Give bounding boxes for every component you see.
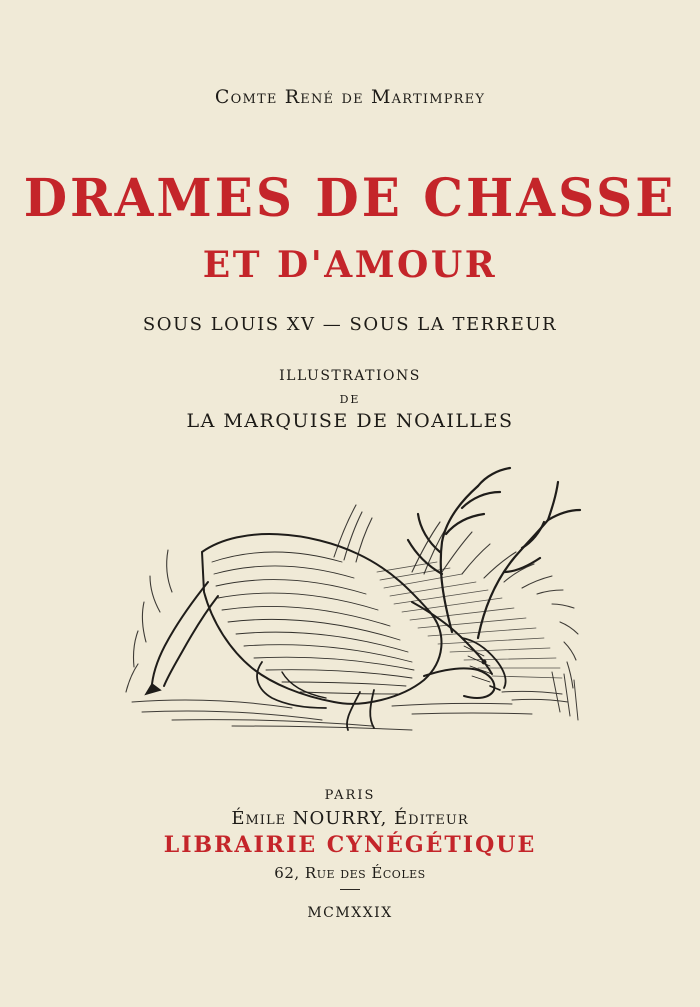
publisher-address: 62, Rue des Écoles xyxy=(274,864,426,882)
divider xyxy=(340,889,360,890)
book-title-line-1: DRAMES DE CHASSE xyxy=(23,166,677,229)
author-name: Comte René de Martimprey xyxy=(214,86,486,108)
illustrations-label: ILLUSTRATIONS xyxy=(279,368,421,384)
publisher-city: PARIS xyxy=(324,788,376,803)
book-subtitle: SOUS LOUIS XV — SOUS LA TERREUR xyxy=(142,314,558,335)
publisher-series: LIBRAIRIE CYNÉGÉTIQUE xyxy=(163,832,537,858)
publication-year: MCMXXIX xyxy=(307,905,393,921)
book-title-line-2: ET D'AMOUR xyxy=(202,244,498,286)
illustrations-by: DE xyxy=(339,393,361,406)
stag-engraving-icon xyxy=(112,462,588,742)
illustrator-name: LA MARQUISE DE NOAILLES xyxy=(186,410,514,432)
publisher-name: Émile NOURRY, Éditeur xyxy=(231,808,469,829)
